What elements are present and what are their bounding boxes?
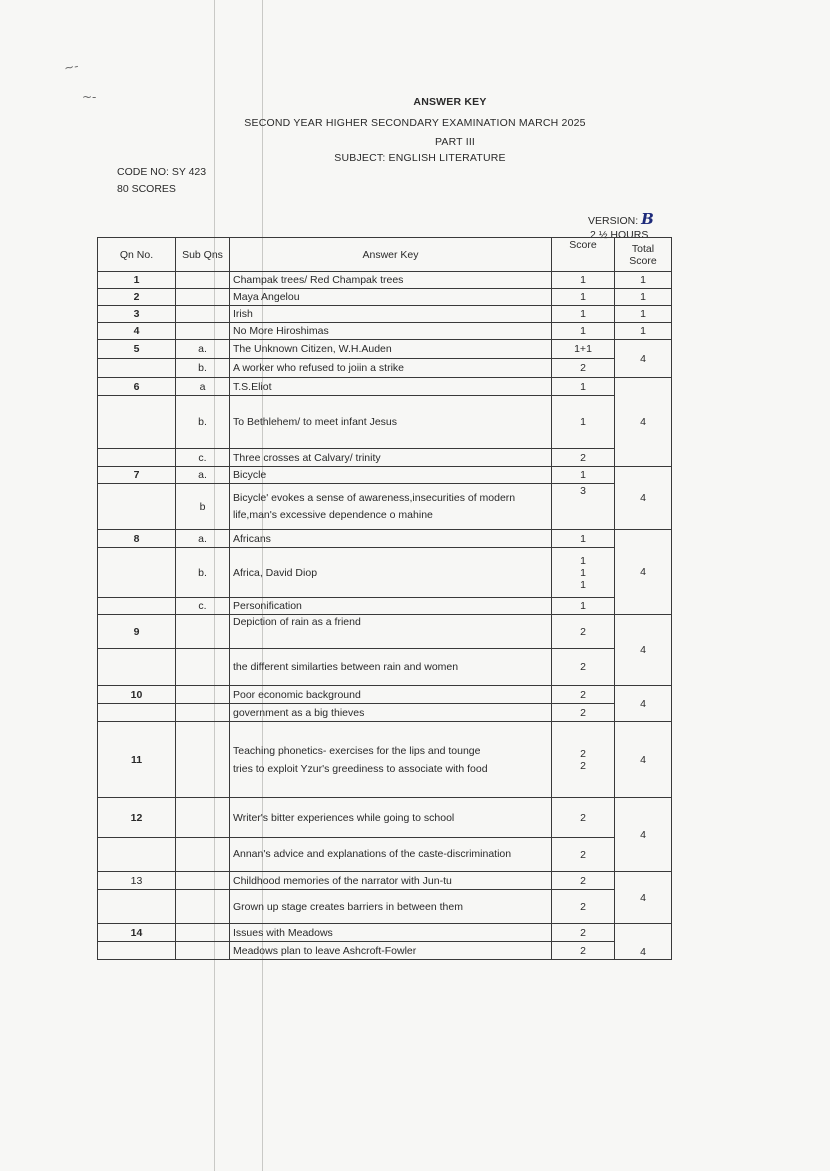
table-row: [98, 449, 672, 467]
answer-cell: Africa, David Diop: [230, 548, 552, 598]
answer-cell: Personification: [230, 598, 552, 615]
answer-cell: Bicycle' evokes a sense of awareness,insecurities of modern life,man's excessive dependence o mahine: [230, 484, 552, 530]
answer-cell: Africans: [230, 530, 552, 548]
table-row: [98, 323, 672, 340]
sub-cell: b.: [176, 359, 230, 378]
answer-key-table: [97, 237, 672, 960]
answer-cell: government as a big thieves: [230, 704, 552, 722]
sub-cell: [176, 890, 230, 924]
table-row: [98, 686, 672, 704]
table-row: [98, 890, 672, 924]
score-line: 2: [580, 759, 586, 772]
sub-cell: [176, 872, 230, 890]
document-title: ANSWER KEY: [413, 96, 487, 108]
table-row: [98, 924, 672, 942]
sub-cell: [176, 838, 230, 872]
sub-cell: [176, 722, 230, 798]
qn-cell: 7: [98, 467, 176, 484]
pen-mark: ~-: [82, 90, 97, 104]
total-scores: 80 SCORES: [117, 183, 176, 195]
table-row: [98, 484, 672, 530]
answer-cell: Grown up stage creates barriers in between them: [230, 890, 552, 924]
header-answer-key: Answer Key: [230, 238, 552, 272]
answer-cell: Annan's advice and explanations of the caste-discrimination: [230, 838, 552, 872]
answer-cell: Depiction of rain as a friend: [230, 615, 552, 649]
total-cell: 4: [615, 378, 672, 467]
total-cell: 1: [615, 289, 672, 306]
qn-cell: 1: [98, 272, 176, 289]
total-cell: 4: [615, 615, 672, 686]
answer-cell: Writer's bitter experiences while going to school: [230, 798, 552, 838]
total-cell: 1: [615, 272, 672, 289]
answer-line: tries to exploit Yzur's greediness to associate with food: [233, 762, 488, 775]
qn-cell: [98, 548, 176, 598]
score-cell: 2: [552, 615, 615, 649]
qn-cell: 8: [98, 530, 176, 548]
total-cell: 4: [615, 530, 672, 615]
table-row: [98, 798, 672, 838]
score-line: 1: [580, 578, 586, 591]
sub-cell: [176, 649, 230, 686]
sub-cell: b.: [176, 396, 230, 449]
answer-cell: Irish: [230, 306, 552, 323]
total-cell: 4: [615, 340, 672, 378]
score-cell: [552, 548, 615, 598]
score-cell: 2: [552, 704, 615, 722]
sub-cell: [176, 289, 230, 306]
answer-cell: T.S.Eliot: [230, 378, 552, 396]
version-label-text: VERSION:: [588, 215, 639, 227]
answer-cell: [230, 722, 552, 798]
score-cell: 1: [552, 467, 615, 484]
answer-cell: Maya Angelou: [230, 289, 552, 306]
score-cell: 2: [552, 872, 615, 890]
table-row: [98, 615, 672, 649]
sub-cell: c.: [176, 449, 230, 467]
pen-mark: ~-: [62, 58, 80, 76]
qn-cell: [98, 359, 176, 378]
table-row: [98, 272, 672, 289]
sub-cell: a.: [176, 340, 230, 359]
table-row: [98, 359, 672, 378]
score-cell: 2: [552, 924, 615, 942]
qn-cell: 14: [98, 924, 176, 942]
score-cell: 1: [552, 289, 615, 306]
table-row: [98, 942, 672, 960]
answer-line: Teaching phonetics- exercises for the lips and tounge: [233, 744, 481, 757]
score-line: 1: [580, 554, 586, 567]
sub-cell: [176, 924, 230, 942]
table-row: [98, 649, 672, 686]
header-qn-no: Qn No.: [98, 238, 176, 272]
score-cell: 1: [552, 323, 615, 340]
header-total-score: Total Score: [615, 238, 672, 272]
qn-cell: [98, 838, 176, 872]
answer-cell: The Unknown Citizen, W.H.Auden: [230, 340, 552, 359]
sub-cell: [176, 272, 230, 289]
answer-cell: Three crosses at Calvary/ trinity: [230, 449, 552, 467]
table-row: [98, 838, 672, 872]
answer-cell: To Bethlehem/ to meet infant Jesus: [230, 396, 552, 449]
header-sub-qns: Sub Qns: [176, 238, 230, 272]
sub-cell: [176, 306, 230, 323]
sub-cell: [176, 942, 230, 960]
score-cell: 3: [552, 484, 615, 530]
qn-cell: 13: [98, 872, 176, 890]
qn-cell: [98, 484, 176, 530]
duration: 2 ½ HOURS: [590, 229, 649, 241]
score-cell: 2: [552, 449, 615, 467]
qn-cell: 4: [98, 323, 176, 340]
qn-cell: [98, 649, 176, 686]
table-header-row: [98, 238, 672, 272]
table-row: [98, 306, 672, 323]
sub-cell: a.: [176, 530, 230, 548]
total-cell: 4: [615, 872, 672, 924]
total-cell: 1: [615, 306, 672, 323]
qn-cell: 12: [98, 798, 176, 838]
table-row: [98, 340, 672, 359]
answer-cell: Bicycle: [230, 467, 552, 484]
score-cell: 2: [552, 942, 615, 960]
code-number: CODE NO: SY 423: [117, 166, 207, 178]
sub-cell: [176, 323, 230, 340]
answer-cell: the different similarties between rain and women: [230, 649, 552, 686]
table-row: [98, 396, 672, 449]
score-line: 1: [580, 566, 586, 579]
table-row: [98, 598, 672, 615]
exam-name: SECOND YEAR HIGHER SECONDARY EXAMINATION MARCH 2025: [244, 117, 586, 129]
qn-cell: [98, 704, 176, 722]
score-cell: 2: [552, 798, 615, 838]
header-score: Score: [552, 238, 615, 272]
score-cell: 1: [552, 530, 615, 548]
answer-cell: Meadows plan to leave Ashcroft-Fowler: [230, 942, 552, 960]
total-cell: 4: [615, 798, 672, 872]
qn-cell: [98, 890, 176, 924]
sub-cell: a: [176, 378, 230, 396]
table-row: [98, 378, 672, 396]
sub-cell: b: [176, 484, 230, 530]
qn-cell: 11: [98, 722, 176, 798]
sub-cell: a.: [176, 467, 230, 484]
score-cell: 2: [552, 649, 615, 686]
total-cell: 4: [615, 722, 672, 798]
sub-cell: c.: [176, 598, 230, 615]
total-cell: 4: [615, 924, 672, 960]
score-cell: 1: [552, 306, 615, 323]
qn-cell: 5: [98, 340, 176, 359]
answer-cell: Issues with Meadows: [230, 924, 552, 942]
total-cell: 4: [615, 686, 672, 722]
qn-cell: 2: [98, 289, 176, 306]
score-cell: 2: [552, 359, 615, 378]
answer-cell: Poor economic background: [230, 686, 552, 704]
sub-cell: [176, 615, 230, 649]
answer-cell: Childhood memories of the narrator with Jun-tu: [230, 872, 552, 890]
qn-cell: [98, 942, 176, 960]
qn-cell: [98, 396, 176, 449]
score-cell: 1: [552, 272, 615, 289]
score-cell: 2: [552, 838, 615, 872]
answer-cell: No More Hiroshimas: [230, 323, 552, 340]
score-cell: 1: [552, 396, 615, 449]
score-cell: 1: [552, 378, 615, 396]
subject-label: SUBJECT: ENGLISH LITERATURE: [334, 152, 506, 164]
score-cell: 1+1: [552, 340, 615, 359]
table-row: [98, 467, 672, 484]
qn-cell: 9: [98, 615, 176, 649]
score-cell: 2: [552, 890, 615, 924]
answer-cell: Champak trees/ Red Champak trees: [230, 272, 552, 289]
table-row: [98, 289, 672, 306]
score-cell: [552, 722, 615, 798]
score-line: 2: [580, 747, 586, 760]
sub-cell: [176, 704, 230, 722]
table-row: [98, 722, 672, 798]
table-row: [98, 548, 672, 598]
part-label: PART III: [434, 136, 476, 148]
answer-cell: A worker who refused to joiin a strike: [230, 359, 552, 378]
qn-cell: 10: [98, 686, 176, 704]
qn-cell: [98, 598, 176, 615]
qn-cell: 6: [98, 378, 176, 396]
total-cell: 1: [615, 323, 672, 340]
sub-cell: [176, 798, 230, 838]
score-cell: 1: [552, 598, 615, 615]
table-row: [98, 530, 672, 548]
total-cell: 4: [615, 467, 672, 530]
sub-cell: [176, 686, 230, 704]
version-value: B: [641, 210, 654, 228]
sub-cell: b.: [176, 548, 230, 598]
score-cell: 2: [552, 686, 615, 704]
qn-cell: 3: [98, 306, 176, 323]
table-row: [98, 872, 672, 890]
version-label: [588, 210, 654, 228]
qn-cell: [98, 449, 176, 467]
table-row: [98, 704, 672, 722]
